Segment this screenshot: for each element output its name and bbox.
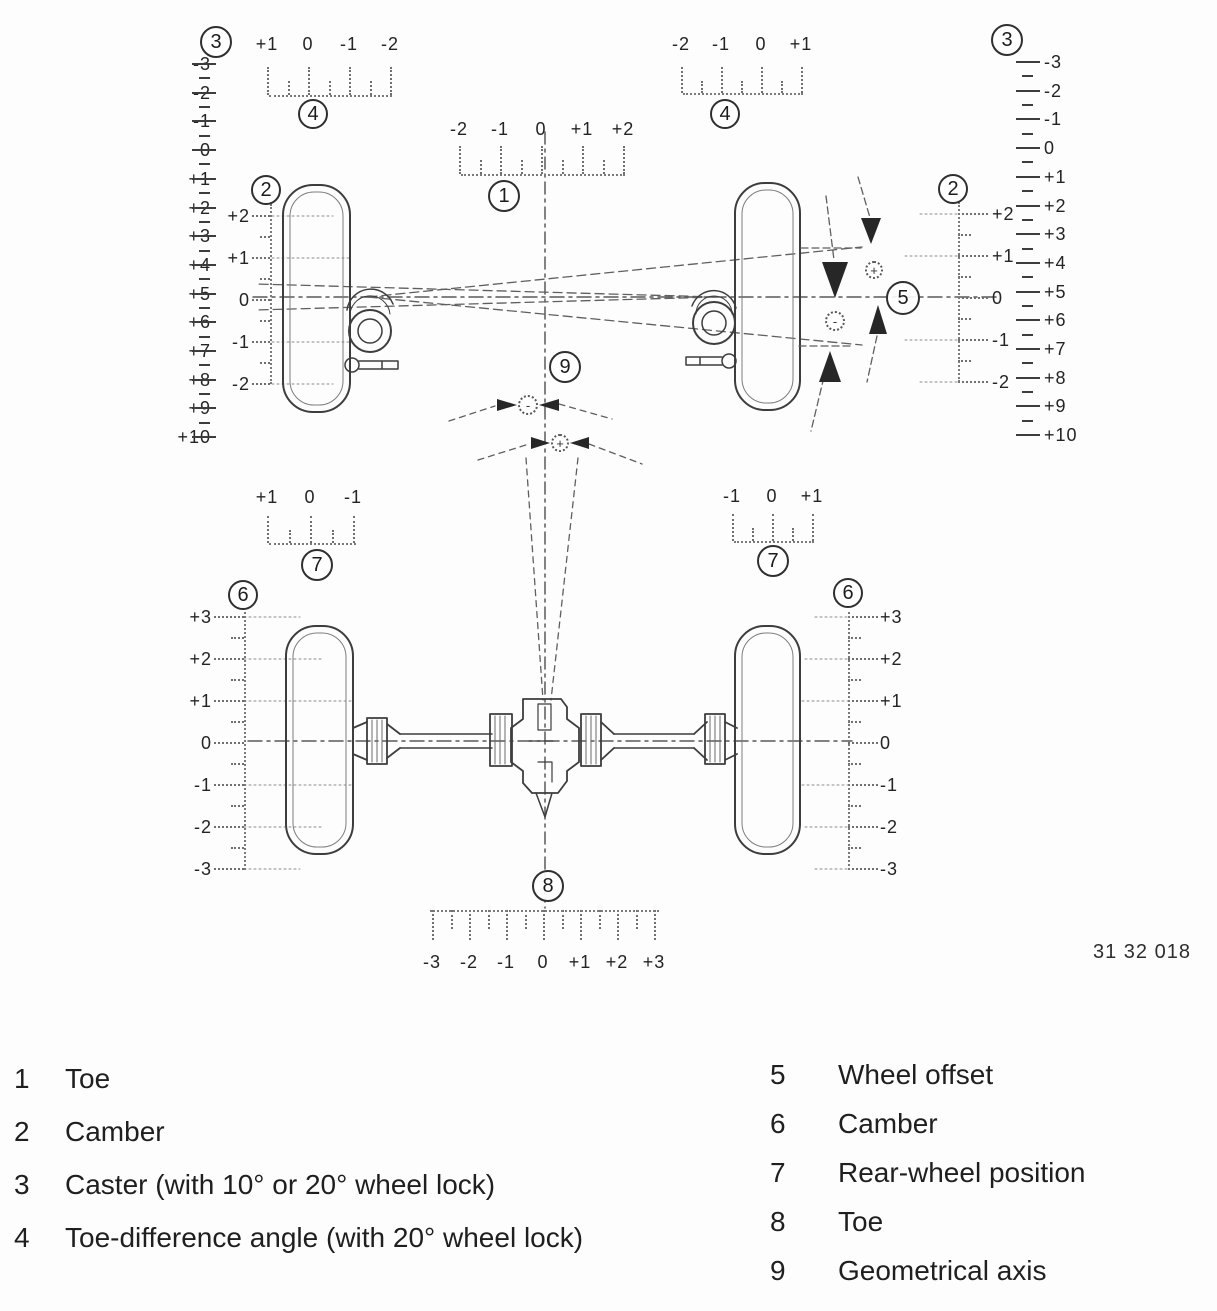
toe-front-tick-minor — [603, 160, 605, 174]
camber-front-right-tick — [958, 297, 988, 299]
arrow-right-icon — [531, 437, 550, 449]
toe-rear-baseline — [430, 910, 659, 912]
rear-pos-right-tick-minor — [792, 528, 794, 541]
rear-pos-left-tick — [267, 516, 269, 543]
caster-left-tick-minor — [199, 106, 210, 108]
callout-rear-pos-left: 7 — [301, 549, 333, 581]
camber-front-left-tick-minor — [260, 362, 270, 364]
caster-right-tick-label: -2 — [1044, 80, 1063, 101]
arrow-up-icon — [869, 305, 887, 334]
legend-item-toe-front — [14, 1052, 714, 1105]
toe-diff-right-tick-minor — [701, 81, 703, 93]
rear-pos-right-baseline — [734, 541, 814, 543]
toe-front-tick-minor — [562, 160, 564, 174]
camber-rear-left-tick — [214, 826, 244, 828]
camber-rear-left-tick — [214, 868, 244, 870]
camber-rear-left-tick-label: -2 — [193, 817, 212, 837]
rear-pos-right-tick-label: +1 — [800, 486, 824, 506]
callout-toe-diff-right: 4 — [710, 99, 740, 129]
camber-rear-left-tick-label: -1 — [193, 775, 212, 795]
caster-right-tick — [1016, 434, 1040, 436]
camber-front-right-tick-label: +2 — [992, 204, 1015, 224]
offset-plus-marker-icon: + — [865, 261, 883, 279]
camber-front-left-tick-minor — [260, 278, 270, 280]
toe-rear-tick-label: +3 — [642, 952, 666, 972]
figure-reference-number: 31 32 018 — [1093, 941, 1191, 963]
caster-left-tick — [192, 321, 216, 323]
toe-diff-left-baseline — [269, 95, 392, 97]
camber-front-right-tick-label: -2 — [992, 372, 1011, 392]
legend-number: 9 — [770, 1254, 786, 1286]
legend-number: 5 — [770, 1058, 786, 1090]
camber-rear-right-baseline — [848, 612, 850, 870]
legend-label: Toe — [838, 1205, 884, 1237]
toe-rear-tick-label: 0 — [537, 952, 549, 972]
callout-camber-front-left: 2 — [251, 175, 281, 205]
camber-front-left-tick-minor — [260, 320, 270, 322]
caster-right-tick — [1016, 405, 1040, 407]
toe-rear-tick — [580, 910, 582, 940]
legend-item-rear-wheel-position — [770, 1148, 1210, 1197]
camber-rear-left-tick-minor — [231, 679, 244, 681]
legend-item-toe-rear — [770, 1197, 1210, 1246]
caster-left-tick-label: +4 — [188, 254, 211, 275]
caster-right-tick-label: +5 — [1044, 281, 1067, 302]
caster-right-tick — [1016, 348, 1040, 350]
camber-rear-right-tick-label: 0 — [880, 733, 892, 753]
caster-right-tick-minor — [1022, 248, 1033, 250]
camber-rear-right-tick — [848, 784, 878, 786]
arrow-left-icon — [539, 399, 559, 411]
toe-rear-tick — [432, 910, 434, 940]
rear-pos-left-tick-label: 0 — [304, 487, 316, 507]
camber-front-left-tick — [252, 383, 270, 385]
caster-right-tick — [1016, 233, 1040, 235]
callout-toe-diff-left: 4 — [298, 99, 328, 129]
camber-rear-left-tick-label: 0 — [200, 733, 212, 753]
caster-left-tick-label: +5 — [188, 283, 211, 304]
callout-geo-axis: 9 — [549, 351, 581, 383]
camber-rear-left-tick-minor — [231, 847, 244, 849]
camber-front-right-tick — [958, 255, 988, 257]
caster-right-tick-minor — [1022, 305, 1033, 307]
caster-left-tick — [192, 178, 216, 180]
axis-minus-marker-icon: - — [518, 395, 538, 415]
legend-right-column — [770, 1050, 1210, 1295]
legend-number: 6 — [770, 1107, 786, 1139]
caster-left-tick-label: +2 — [188, 197, 211, 218]
caster-right-tick — [1016, 377, 1040, 379]
legend-label: Toe — [65, 1062, 111, 1094]
legend-label: Camber — [838, 1107, 938, 1139]
camber-rear-right-tick-label: -3 — [880, 859, 899, 879]
caster-right-tick — [1016, 90, 1040, 92]
toe-front-tick-minor — [480, 160, 482, 174]
caster-left-tick-minor — [199, 250, 210, 252]
rear-pos-right-tick — [732, 514, 734, 541]
caster-right-tick-label: -3 — [1044, 52, 1063, 72]
caster-left-tick — [192, 149, 216, 151]
camber-rear-left-tick-label: +3 — [189, 607, 212, 627]
camber-rear-left-tick — [214, 616, 244, 618]
rear-pos-left-tick — [353, 516, 355, 543]
toe-diff-left-tick-label: -2 — [380, 34, 400, 54]
caster-left-tick-label: +8 — [188, 369, 211, 390]
camber-rear-left-tick-minor — [231, 721, 244, 723]
camber-rear-left-tick-minor — [231, 763, 244, 765]
caster-right-tick-minor — [1022, 420, 1033, 422]
caster-left-tick — [192, 63, 216, 65]
caster-left-tick-label: +1 — [188, 168, 211, 189]
camber-rear-right-tick-label: +3 — [880, 607, 903, 627]
caster-left-tick-minor — [199, 221, 210, 223]
caster-left-tick-label: +3 — [188, 226, 211, 247]
legend-number: 7 — [770, 1156, 786, 1188]
callout-rear-pos-right: 7 — [757, 545, 789, 577]
caster-left-tick — [192, 350, 216, 352]
camber-rear-left-tick-label: -3 — [193, 859, 212, 879]
camber-rear-left-tick — [214, 658, 244, 660]
callout-caster-right: 3 — [991, 24, 1023, 56]
caster-left-tick-label: -3 — [192, 54, 211, 74]
caster-right-tick-minor — [1022, 161, 1033, 163]
caster-left-tick — [192, 264, 216, 266]
arrow-right-icon — [497, 399, 517, 411]
caster-left-tick-label: +10 — [177, 427, 211, 448]
camber-rear-left-tick — [214, 700, 244, 702]
toe-diff-right-tick-minor — [741, 81, 743, 93]
toe-rear-tick-label: -1 — [496, 952, 516, 972]
arrow-down-icon — [861, 218, 881, 244]
legend-number: 4 — [14, 1221, 30, 1253]
toe-rear-tick-minor — [636, 910, 638, 929]
caster-left-tick-minor — [199, 163, 210, 165]
toe-diff-left-tick — [308, 67, 310, 95]
toe-rear-tick-minor — [451, 910, 453, 929]
toe-diff-right-tick-label: -2 — [671, 34, 691, 54]
toe-rear-tick-label: +2 — [605, 952, 629, 972]
caster-left-tick — [192, 379, 216, 381]
camber-rear-right-tick-label: +2 — [880, 649, 903, 669]
caster-right-tick-label: +2 — [1044, 195, 1067, 216]
rear-pos-left-tick-label: +1 — [255, 487, 279, 507]
caster-left-tick-label: +6 — [188, 312, 211, 333]
scale-leader-lines — [244, 214, 958, 869]
legend-label: Wheel offset — [838, 1058, 994, 1090]
camber-front-right-baseline — [958, 202, 960, 382]
rear-pos-right-tick — [772, 514, 774, 541]
caster-left-tick-label: -1 — [192, 111, 211, 132]
camber-front-left-baseline — [270, 204, 272, 384]
toe-front-tick — [582, 146, 584, 174]
caster-left-tick-minor — [199, 393, 210, 395]
toe-rear-tick — [543, 910, 545, 940]
camber-front-left-tick-label: +2 — [227, 206, 250, 226]
caster-right-tick-label: +8 — [1044, 367, 1067, 388]
toe-diff-right-tick-label: +1 — [789, 34, 813, 54]
camber-rear-right-tick — [848, 868, 878, 870]
camber-front-left-tick — [252, 341, 270, 343]
toe-diff-left-tick-label: -1 — [339, 34, 359, 54]
toe-diff-right-tick-label: -1 — [711, 34, 731, 54]
camber-rear-left-tick-minor — [231, 805, 244, 807]
camber-rear-left-baseline — [244, 612, 246, 870]
toe-diff-right-tick — [801, 67, 803, 93]
caster-left-tick — [192, 293, 216, 295]
axis-arrow-icons — [497, 399, 589, 449]
legend-item-caster — [14, 1158, 714, 1211]
toe-rear-tick — [617, 910, 619, 940]
caster-left-tick-minor — [199, 135, 210, 137]
caster-right-tick-minor — [1022, 190, 1033, 192]
toe-front-tick-label: +1 — [570, 119, 594, 139]
rear-pos-right-tick-label: 0 — [766, 486, 778, 506]
toe-diff-left-tick-label: +1 — [255, 34, 279, 54]
toe-diff-right-baseline — [683, 93, 803, 95]
toe-front-tick-label: -2 — [449, 119, 469, 139]
toe-rear-tick — [506, 910, 508, 940]
toe-front-tick — [500, 146, 502, 174]
caster-right-tick-label: 0 — [1044, 138, 1056, 159]
toe-rear-tick-minor — [488, 910, 490, 929]
rear-pos-left-tick-minor — [332, 530, 334, 543]
rear-pos-right-tick-label: -1 — [722, 486, 742, 506]
toe-diff-left-tick — [390, 67, 392, 95]
caster-right-tick-label: +9 — [1044, 396, 1067, 417]
camber-rear-left-tick-label: +1 — [189, 691, 212, 711]
caster-right-tick-label: +1 — [1044, 166, 1067, 187]
legend-left-column — [14, 1052, 714, 1264]
camber-front-right-tick — [958, 381, 988, 383]
camber-rear-right-tick — [848, 658, 878, 660]
caster-right-tick — [1016, 262, 1040, 264]
caster-left-tick-label: +9 — [188, 398, 211, 419]
caster-right-tick-minor — [1022, 75, 1033, 77]
camber-front-left-tick-label: -2 — [231, 374, 250, 394]
camber-rear-left-tick — [214, 742, 244, 744]
toe-front-tick-minor — [521, 160, 523, 174]
caster-left-tick — [192, 92, 216, 94]
camber-front-left-tick — [252, 299, 270, 301]
callout-camber-rear-right: 6 — [833, 578, 863, 608]
caster-right-tick-label: -1 — [1044, 109, 1063, 130]
camber-rear-left-tick-minor — [231, 637, 244, 639]
legend-label: Rear-wheel position — [838, 1156, 1086, 1188]
legend-label: Caster (with 10° or 20° wheel lock) — [65, 1168, 496, 1200]
caster-left-tick — [192, 120, 216, 122]
caster-left-tick — [192, 207, 216, 209]
legend-label: Toe-difference angle (with 20° wheel lock) — [65, 1221, 584, 1253]
camber-rear-left-tick — [214, 784, 244, 786]
caster-right-tick-label: +3 — [1044, 224, 1067, 245]
caster-right-tick — [1016, 147, 1040, 149]
callout-wheel-offset: 5 — [886, 281, 920, 315]
toe-diff-right-tick — [681, 67, 683, 93]
toe-diff-left-tick-minor — [370, 81, 372, 95]
toe-diff-right-tick — [761, 67, 763, 93]
caster-left-tick-label: +7 — [188, 341, 211, 361]
caster-right-tick-label: +6 — [1044, 310, 1067, 331]
caster-right-tick-minor — [1022, 362, 1033, 364]
rear-pos-left-tick-label: -1 — [343, 487, 363, 507]
camber-front-right-tick-label: +1 — [992, 246, 1015, 266]
camber-front-left-tick — [252, 215, 270, 217]
camber-front-right-tick-label: 0 — [992, 288, 1004, 308]
offset-minus-marker-icon: - — [825, 311, 845, 331]
legend-item-toe-difference — [14, 1211, 714, 1264]
toe-rear-tick-minor — [562, 910, 564, 929]
legend-number: 2 — [14, 1115, 30, 1147]
camber-rear-right-tick — [848, 742, 878, 744]
caster-left-tick-label: 0 — [199, 140, 211, 161]
caster-right-tick — [1016, 176, 1040, 178]
rear-pos-right-tick — [812, 514, 814, 541]
caster-left-tick — [192, 235, 216, 237]
callout-camber-rear-left: 6 — [228, 580, 258, 610]
toe-diff-right-tick-minor — [781, 81, 783, 93]
camber-front-left-tick — [252, 257, 270, 259]
caster-left-tick-minor — [199, 422, 210, 424]
legend-item-camber-rear — [770, 1099, 1210, 1148]
caster-left-tick-minor — [199, 278, 210, 280]
camber-rear-right-tick-label: -2 — [880, 817, 899, 837]
toe-front-tick-label: -1 — [490, 119, 510, 139]
camber-rear-right-tick-label: -1 — [880, 775, 899, 795]
callout-toe-front: 1 — [488, 180, 520, 212]
camber-rear-right-tick — [848, 826, 878, 828]
legend-item-wheel-offset — [770, 1050, 1210, 1099]
legend-item-geometrical-axis — [770, 1246, 1210, 1295]
legend-label: Camber — [65, 1115, 165, 1147]
caster-right-tick-label: +10 — [1044, 425, 1078, 446]
caster-left-tick — [192, 436, 216, 438]
front-right-hub — [686, 291, 736, 368]
caster-left-tick-minor — [199, 307, 210, 309]
camber-front-right-tick — [958, 213, 988, 215]
rear-pos-left-tick — [310, 516, 312, 543]
axis-plus-marker-icon: + — [551, 434, 569, 452]
legend-item-camber-front — [14, 1105, 714, 1158]
caster-left-tick — [192, 407, 216, 409]
toe-rear-tick-minor — [599, 910, 601, 929]
toe-diff-left-tick-minor — [329, 81, 331, 95]
camber-rear-right-tick-label: +1 — [880, 691, 903, 711]
toe-front-tick — [541, 146, 543, 174]
caster-left-tick-minor — [199, 336, 210, 338]
legend-number: 8 — [770, 1205, 786, 1237]
camber-front-left-tick-label: -1 — [231, 332, 250, 352]
caster-right-tick-minor — [1022, 133, 1033, 135]
toe-rear-tick-label: -2 — [459, 952, 479, 972]
front-left-wheel — [283, 185, 398, 412]
arrow-down-icon — [822, 262, 848, 298]
caster-left-tick-minor — [199, 77, 210, 79]
caster-left-tick-minor — [199, 364, 210, 366]
toe-diff-right-tick — [721, 67, 723, 93]
camber-rear-right-tick — [848, 616, 878, 618]
caster-right-tick-label: +4 — [1044, 252, 1067, 273]
rear-pos-left-tick-minor — [289, 530, 291, 543]
arrow-left-icon — [570, 437, 589, 449]
caster-right-tick — [1016, 205, 1040, 207]
caster-right-tick — [1016, 291, 1040, 293]
caster-right-tick — [1016, 118, 1040, 120]
toe-diff-left-tick — [267, 67, 269, 95]
toe-front-baseline — [461, 174, 625, 176]
toe-rear-tick-label: -3 — [422, 952, 442, 972]
callout-toe-rear: 8 — [532, 870, 564, 902]
caster-right-tick-label: +7 — [1044, 339, 1067, 359]
camber-front-left-tick-minor — [260, 236, 270, 238]
toe-rear-tick-label: +1 — [568, 952, 592, 972]
toe-rear-tick — [469, 910, 471, 940]
legend-number: 3 — [14, 1168, 30, 1200]
toe-rear-tick-minor — [525, 910, 527, 929]
toe-diff-left-tick — [349, 67, 351, 95]
toe-diff-right-tick-label: 0 — [755, 34, 767, 54]
caster-right-tick-minor — [1022, 219, 1033, 221]
camber-rear-left-tick-label: +2 — [189, 649, 212, 669]
caster-right-tick — [1016, 61, 1040, 63]
legend-number: 1 — [14, 1062, 30, 1094]
offset-arrow-icons — [819, 218, 887, 382]
caster-right-tick-minor — [1022, 334, 1033, 336]
toe-front-tick — [459, 146, 461, 174]
arrow-up-icon — [819, 351, 841, 382]
caster-right-tick — [1016, 319, 1040, 321]
caster-right-tick-minor — [1022, 104, 1033, 106]
rear-right-wheel — [735, 626, 800, 854]
toe-diff-left-tick-label: 0 — [302, 34, 314, 54]
legend-label: Geometrical axis — [838, 1254, 1047, 1286]
toe-diff-left-tick-minor — [288, 81, 290, 95]
camber-rear-right-tick — [848, 700, 878, 702]
camber-front-left-tick-label: 0 — [238, 290, 250, 310]
rear-pos-left-baseline — [269, 543, 356, 545]
toe-front-tick-label: 0 — [535, 119, 547, 139]
toe-rear-tick — [654, 910, 656, 940]
caster-left-tick-label: -2 — [192, 82, 211, 103]
toe-front-tick-label: +2 — [611, 119, 635, 139]
callout-camber-front-right: 2 — [938, 174, 968, 204]
toe-sight-lines — [256, 247, 862, 345]
caster-right-tick-minor — [1022, 391, 1033, 393]
rear-pos-right-tick-minor — [752, 528, 754, 541]
caster-left-tick-minor — [199, 192, 210, 194]
caster-right-tick-minor — [1022, 276, 1033, 278]
callout-caster-left: 3 — [200, 26, 232, 58]
toe-front-tick — [623, 146, 625, 174]
camber-front-right-tick-label: -1 — [992, 330, 1011, 350]
camber-front-left-tick-label: +1 — [227, 248, 250, 268]
front-left-hub — [345, 289, 398, 372]
camber-front-right-tick — [958, 339, 988, 341]
wheel-offset-indicators — [799, 177, 887, 431]
rear-left-wheel — [286, 626, 353, 854]
